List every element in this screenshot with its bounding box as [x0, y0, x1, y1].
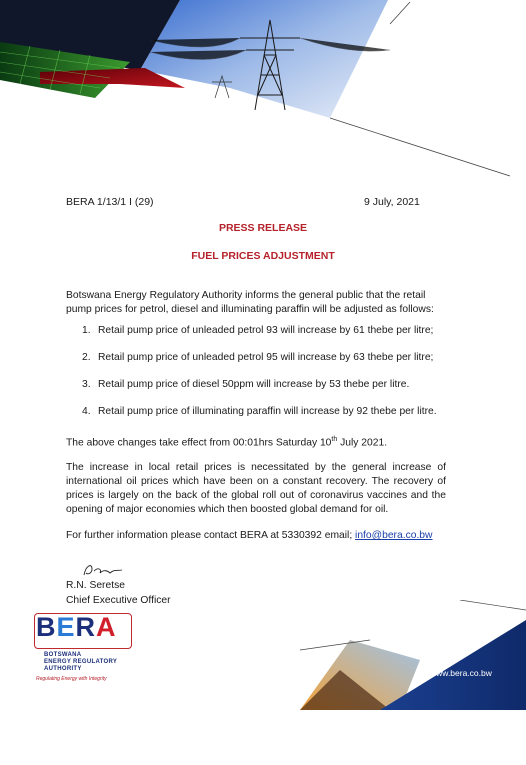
website-url[interactable]: www.bera.co.bw	[430, 668, 492, 678]
list-item-number: 3.	[82, 379, 91, 390]
list-item-text: Retail pump price of unleaded petrol 93 will increase by 61 thebe per litre;	[98, 325, 434, 336]
logo-line: AUTHORITY	[44, 666, 82, 672]
header-banner-image	[0, 0, 526, 180]
list-item-text: Retail pump price of unleaded petrol 95 will increase by 63 thebe per litre;	[98, 352, 434, 363]
logo-letter: R	[75, 612, 97, 642]
footer-banner-image	[300, 600, 526, 710]
logo-line: BOTSWANA	[44, 652, 82, 658]
logo-wordmark	[36, 612, 117, 643]
list-item	[66, 351, 456, 378]
email-link[interactable]: info@bera.co.bw	[355, 530, 433, 541]
list-item-text: Retail pump price of diesel 50ppm will increase by 53 thebe per litre.	[98, 379, 410, 390]
list-item	[66, 324, 456, 351]
list-item-text: Retail pump price of illuminating paraffin will increase by 92 thebe per litre.	[98, 406, 437, 417]
logo-letter: A	[96, 612, 117, 642]
logo-letter: B	[36, 612, 57, 642]
contact-text: For further information please contact BERA at 5330392 email;	[66, 530, 356, 541]
contact-paragraph	[66, 529, 486, 543]
intro-paragraph: Botswana Energy Regulatory Authority informs the general public that the retail pump prices for petrol, diesel and illuminating paraffin will be adjusted as follows:	[66, 290, 434, 315]
press-release-title: PRESS RELEASE	[218, 222, 308, 234]
price-adjustment-list	[66, 324, 456, 432]
signatory-name: R.N. Seretse	[66, 580, 125, 591]
reference-number: BERA 1/13/1 I (29)	[66, 196, 154, 208]
list-item-number: 1.	[82, 325, 91, 336]
list-item	[66, 405, 456, 432]
list-item-number: 2.	[82, 352, 91, 363]
list-item-number: 4.	[82, 406, 91, 417]
logo-line: ENERGY REGULATORY	[44, 659, 118, 665]
signature-image	[80, 561, 128, 579]
list-item	[66, 378, 456, 405]
effective-date-paragraph	[66, 433, 446, 450]
effective-text-end: July 2021.	[337, 437, 388, 449]
release-date: 9 July, 2021	[364, 196, 420, 208]
effective-text: The above changes take effect from 00:01hrs Saturday 10	[66, 437, 332, 449]
press-release-subtitle: FUEL PRICES ADJUSTMENT	[191, 250, 335, 262]
logo-tagline: Regulating Energy with Integrity	[36, 676, 107, 682]
bera-logo	[36, 612, 146, 692]
signatory-title: Chief Executive Officer	[66, 595, 171, 606]
reason-paragraph: The increase in local retail prices is necessitated by the general increase of international oil prices which have been on a constant recovery. The recovery of prices is largely on the back of the global roll out of coronavirus vaccines and the opening of major economies which then boosted global demand for oil.	[66, 462, 446, 515]
effective-superscript: th	[331, 436, 338, 443]
logo-letter: E	[56, 612, 76, 642]
